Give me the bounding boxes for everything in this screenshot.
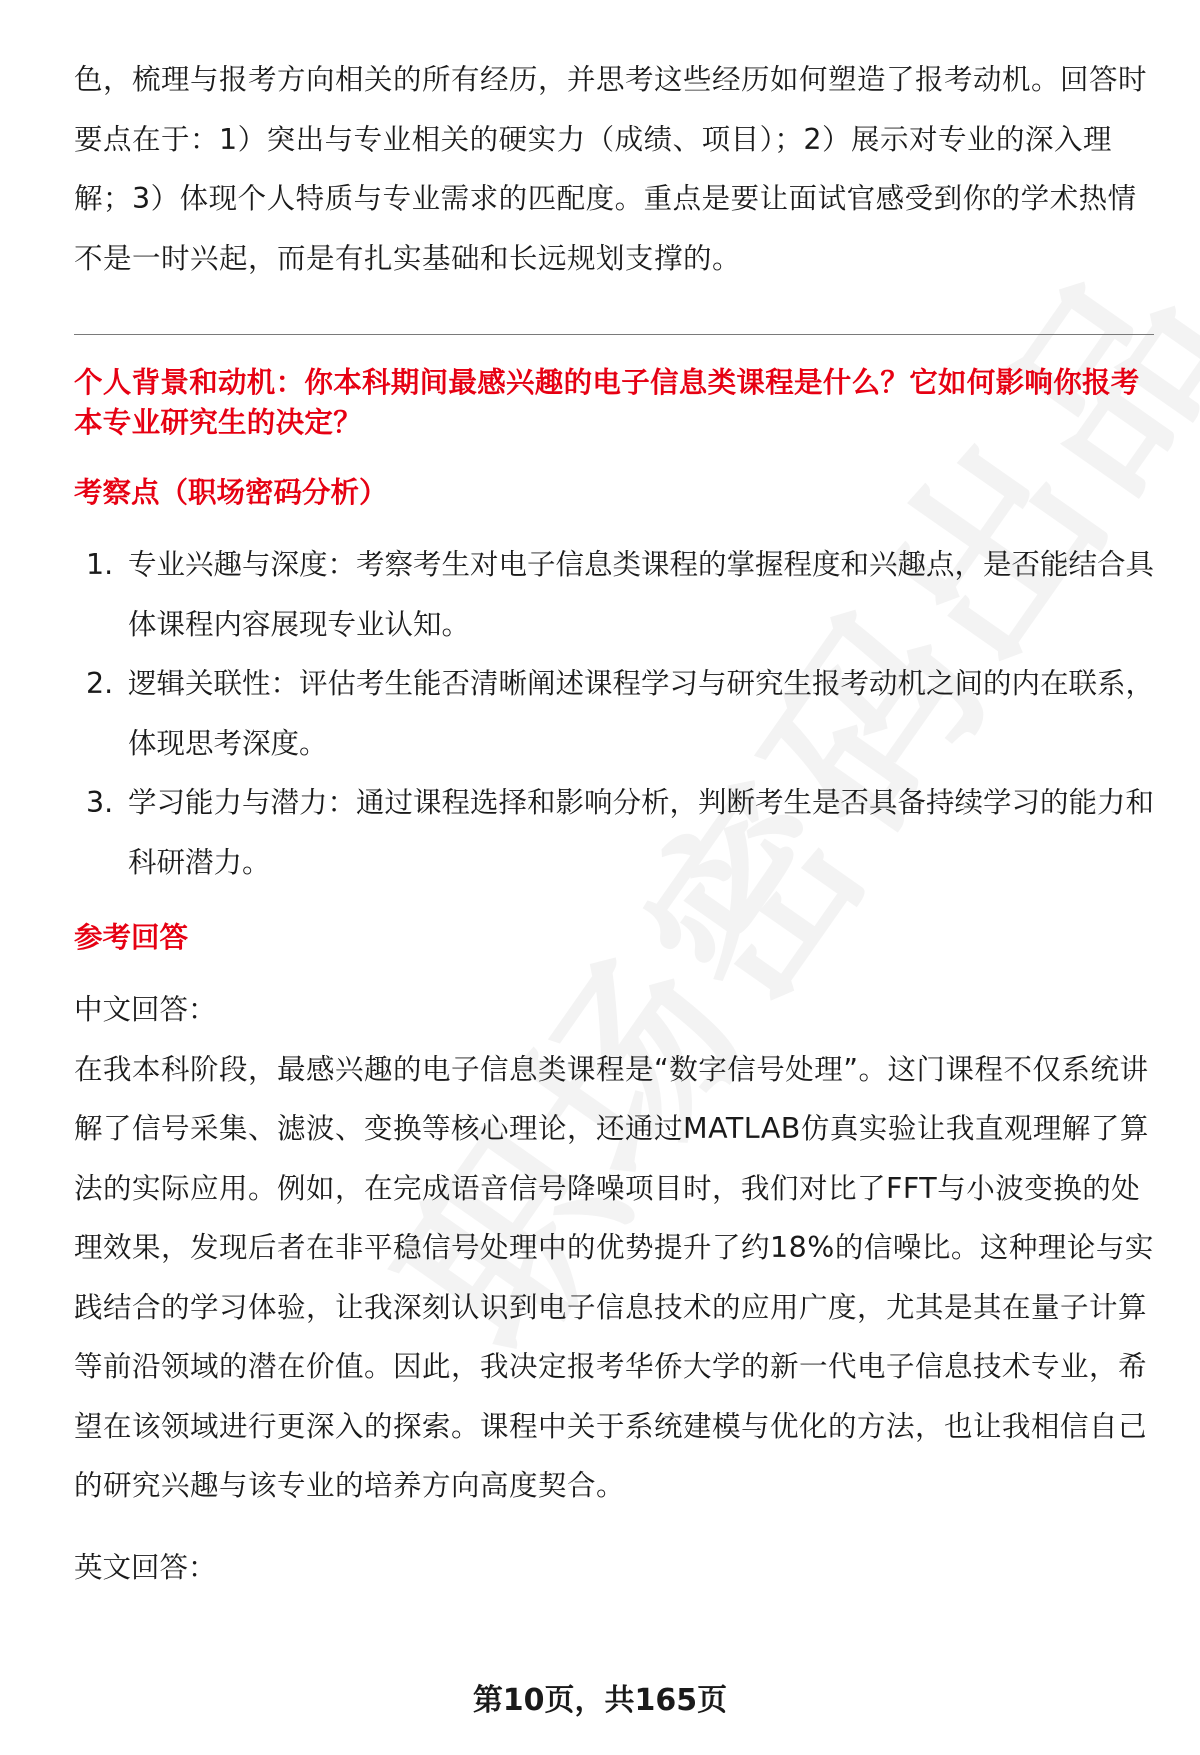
question-heading: 个人背景和动机：你本科期间最感兴趣的电子信息类课程是什么？它如何影响你报考本专业研究生的决定？: [74, 366, 1140, 439]
reference-title: 参考回答: [74, 921, 189, 954]
assessment-title: 考察点（职场密码分析）: [74, 476, 388, 509]
list-item-text: 专业兴趣与深度：考察考生对电子信息类课程的掌握程度和兴趣点，是否能结合具体课程内容展现专业认知。: [128, 548, 1155, 641]
list-item: [74, 535, 1154, 654]
intro-paragraph: 色，梳理与报考方向相关的所有经历，并思考这些经历如何塑造了报考动机。回答时要点在于：1）突出与专业相关的硬实力（成绩、项目）；2）展示对专业的深入理解；3）体现个人特质与专业需求的匹配度。重点是要让面试官感受到你的学术热情不是一时兴起，而是有扎实基础和长远规划支撑的。: [74, 63, 1148, 275]
list-item-text: 逻辑关联性：评估考生能否清晰阐述课程学习与研究生报考动机之间的内在联系，体现思考深度。: [128, 667, 1155, 760]
list-item-number: 2.: [86, 667, 114, 700]
page-number: 第10页，共165页: [472, 1683, 728, 1718]
assessment-list: [74, 535, 1154, 892]
list-item-text: 学习能力与潜力：通过课程选择和影响分析，判断考生是否具备持续学习的能力和科研潜力。: [128, 786, 1155, 879]
list-item-number: 3.: [86, 786, 114, 819]
list-item-number: 1.: [86, 548, 114, 581]
chinese-answer-label: 中文回答：: [74, 993, 217, 1026]
section-divider: [74, 334, 1154, 335]
list-item: [74, 654, 1154, 773]
english-answer-label: 英文回答：: [74, 1550, 217, 1584]
document-body: [74, 50, 1154, 1597]
list-item: [74, 773, 1154, 892]
chinese-answer: 在我本科阶段，最感兴趣的电子信息类课程是“数字信号处理”。这门课程不仅系统讲解了信号采集、滤波、变换等核心理论，还通过MATLAB仿真实验让我直观理解了算法的实际应用。例如，在完成语音信号降噪项目时，我们对比了FFT与小波变换的处理效果，发现后者在非平稳信号处理中的优势提升了约18%的信噪比。这种理论与实践结合的学习体验，让我深刻认识到电子信息技术的应用广度，尤其是其在量子计算等前沿领域的潜在价值。因此，我决定报考华侨大学的新一代电子信息技术专业，希望在该领域进行更深入的探索。课程中关于系统建模与优化的方法，也让我相信自己的研究兴趣与该专业的培养方向高度契合。: [74, 1052, 1154, 1502]
